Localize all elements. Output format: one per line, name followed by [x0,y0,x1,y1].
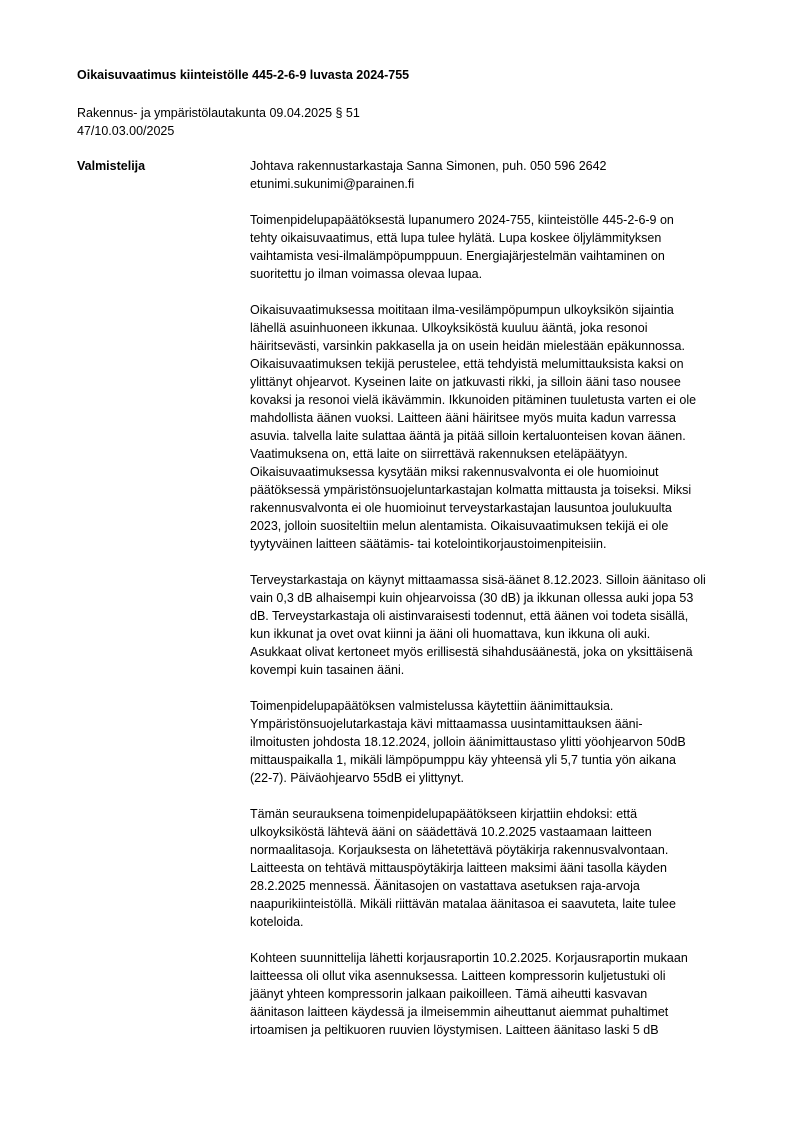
paragraph-line: (22-7). Päiväohjearvo 55dB ei ylittynyt. [250,771,464,785]
paragraph-line: koteloida. [250,915,304,929]
paragraph-line: häiritsevästi, varsinkin pakkasella ja on usein heidän mielestään epäkunnossa. [250,339,685,353]
diary-number: 47/10.03.00/2025 [77,124,175,138]
paragraph-line: Vaatimuksena on, että laite on siirrettävä rakennuksen eteläpäätyyn. [250,447,628,461]
paragraph-line: Asukkaat olivat kertoneet myös erillisestä sihahdusäänestä, joka on yksittäisenä [250,645,693,659]
paragraph-line: laitteessa oli ollut vika asennuksessa. Laitteen kompressorin kuljetustuki oli [250,969,666,983]
paragraph-line: mittauspaikalla 1, mikäli lämpöpumppu käy yhteensä yli 5,7 tuntia yön aikana [250,753,676,767]
paragraph-line: Oikaisuvaatimuksen tekijä perustelee, että tehdyistä melumittauksista kaksi on [250,357,684,371]
body-paragraph [250,301,746,553]
paragraph-line: Oikaisuvaatimuksessa moititaan ilma-vesilämpöpumpun ulkoyksikön sijaintia [250,303,674,317]
preparer-label: Valmistelija [77,159,146,173]
paragraph-line: mahdollista äänen vuoksi. Laitteen ääni häiritsee myös muita kadun varressa [250,411,676,425]
paragraph-line: suoritettu jo ilman voimassa olevaa lupaa. [250,267,483,281]
paragraph-line: Toimenpidelupapäätöksestä lupanumero 2024-755, kiinteistölle 445-2-6-9 on [250,213,674,227]
body-paragraph [250,949,746,1039]
paragraph-line: tyytyväinen laitteen säätämis- tai kotelointikorjaustoimenpiteisiin. [250,537,607,551]
preparer-name: Johtava rakennustarkastaja Sanna Simonen, puh. 050 596 2642 [250,159,607,173]
paragraph-line: äänitason laitteen käydessä ja ilmeisemmin aiheuttanut aiemmat puhaltimet [250,1005,669,1019]
preparer-email: etunimi.sukunimi@parainen.fi [250,177,415,191]
paragraph-line: Terveystarkastaja on käynyt mittaamassa sisä-äänet 8.12.2023. Silloin äänitaso oli [250,573,706,587]
paragraph-line: 28.2.2025 mennessä. Äänitasojen on vastattava asetuksen raja-arvoja [250,879,640,893]
paragraph-line: kun ikkunat ja ovet ovat kiinni ja ääni oli huomattava, kun ikkuna oli auki. [250,627,651,641]
body-paragraph [250,697,746,787]
paragraph-line: tehty oikaisuvaatimus, että lupa tulee hylätä. Lupa koskee öljylämmityksen [250,231,662,245]
paragraph-line: Tämän seurauksena toimenpidelupapäätökseen kirjattiin ehdoksi: että [250,807,638,821]
paragraph-line: vaihtamista vesi-ilmalämpöpumppuun. Energiajärjestelmän vaihtaminen on [250,249,665,263]
paragraph-line: ylittänyt ohjearvot. Kyseinen laite on jatkuvasti rikki, ja silloin ääni taso nousee [250,375,681,389]
paragraph-line: Oikaisuvaatimuksessa kysytään miksi rakennusvalvonta ei ole huomioinut [250,465,659,479]
paragraph-line: rakennusvalvonta ei ole huomioinut terveystarkastajan lausuntoa joulukuulta [250,501,672,515]
paragraph-line: kovaksi ja resonoi vielä ikävämmin. Ikkunoiden pitäminen tuuletusta varten ei ole [250,393,697,407]
body-paragraph [250,805,746,931]
paragraph-line: ulkoyksiköstä lähtevä ääni on säädettävä 10.2.2025 vastaamaan laitteen [250,825,652,839]
document-body [250,157,746,1057]
paragraph-line: Kohteen suunnittelija lähetti korjausraportin 10.2.2025. Korjausraportin mukaan [250,951,688,965]
paragraph-line: päätöksessä ympäristönsuojeluntarkastajan kolmatta mittausta ja toiseksi. Miksi [250,483,692,497]
paragraph-line: 2023, jolloin suositeltiin melun alentamista. Oikaisuvaatimuksen tekijä ei ole [250,519,669,533]
paragraph-line: asuvia. talvella laite sulattaa ääntä ja pitää silloin kertaluonteisen kovan äänen. [250,429,686,443]
preparer-contact [250,157,746,193]
body-paragraph [250,571,746,679]
paragraph-line: dB. Terveystarkastaja oli aistinvaraisesti todennut, että äänen voi todeta sisällä, [250,609,689,623]
meeting-info [77,104,360,140]
paragraph-line: vain 0,3 dB alhaisempi kuin ohjearvoissa (30 dB) ja ikkunan ollessa auki jopa 53 [250,591,694,605]
paragraph-line: irtoamisen ja peltikuoren ruuvien löystymisen. Laitteen äänitaso laski 5 dB [250,1023,659,1037]
paragraph-line: Laitteesta on tehtävä mittauspöytäkirja laitteen maksimi ääni tasolla käyden [250,861,667,875]
paragraph-line: ilmoitusten johdosta 18.12.2024, jolloin äänimittaustaso ylitti yöohjearvon 50dB [250,735,686,749]
paragraph-line: kovempi kuin tasainen ääni. [250,663,405,677]
paragraph-line: normaalitasoja. Korjauksesta on lähetettävä pöytäkirja rakennusvalvontaan. [250,843,669,857]
document-title: Oikaisuvaatimus kiinteistölle 445-2-6-9 luvasta 2024-755 [77,68,410,82]
meeting-line: Rakennus- ja ympäristölautakunta 09.04.2025 § 51 [77,106,360,120]
body-paragraph [250,211,746,283]
paragraph-line: naapurikiinteistöllä. Mikäli riittävän matalaa äänitasoa ei saavuteta, laite tulee [250,897,676,911]
paragraph-line: lähellä asuinhuoneen ikkunaa. Ulkoyksiköstä kuuluu ääntä, joka resonoi [250,321,648,335]
paragraph-line: Toimenpidelupapäätöksen valmistelussa käytettiin äänimittauksia. [250,699,614,713]
paragraph-line: Ympäristönsuojelutarkastaja kävi mittaamassa uusintamittauksen ääni- [250,717,643,731]
paragraph-line: jäänyt yhteen kompressorin jalkaan paikoilleen. Tämä aiheutti kasvavan [250,987,648,1001]
